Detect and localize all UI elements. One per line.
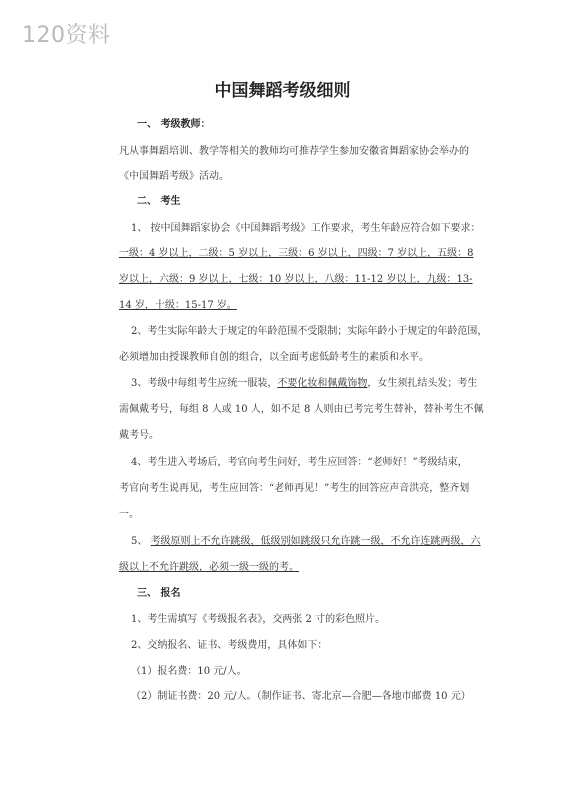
section2-item2-line-2: 必须增加由授课教师自创的组合，以全面考虑低龄考生的素质和水平。 [119,352,429,363]
section2-item1-line-3: 14 岁，十级：15-17 岁。 [119,300,237,311]
section2-item5-rule: 考级原则上不允许跳级，低级别如跳级只允许跳一级，不允许连跳两级，六 [150,536,481,547]
section2-item3-underlined: 不要化妆和佩戴饰物 [277,378,368,389]
section2-item5-line-1 [131,535,491,549]
section1-line-1: 凡从事舞蹈培训、教学等相关的教师均可推荐学生参加安徽省舞蹈家协会举办的 [119,146,469,157]
section2-item3-post: ，女生须扎结头发；考生 [367,378,478,389]
section2-item5-line-2: 级以上不允许跳级，必须一级一级的考。 [119,562,299,573]
section3-line-3: （1）报名费：10 元/人。 [131,666,247,677]
section2-item5-num: 5、 [131,536,148,547]
section2-heading: 二、 考生 [137,196,181,207]
section2-item4-line-1: 4、考生进入考场后，考官向考生问好，考生应回答：“老师好！”考级结束， [131,457,468,468]
section3-line-4: （2）制证书费：20 元/人。（制作证书、寄北京—合肥—各地市邮费 10 元） [131,691,471,702]
section2-item1-line-1: 一级：4 岁以上，二级：5 岁以上，三级：6 岁以上，四级：7 岁以上，五级：8 [119,248,474,259]
section2-item3-line-1 [131,377,491,391]
section3-line-2: 2、交纳报名、证书、考级费用，具体如下： [131,640,328,651]
section3-heading: 三、 报名 [137,588,181,599]
section2-item4-line-2: 考官向考生说再见，考生应回答：“老师再见！”考生的回答应声音洪亮，整齐划 [119,483,470,494]
section3-line-1: 1、考生需填写《考级报名表》，交两张 2 寸的彩色照片。 [131,614,386,625]
section2-item2-line-1: 2、考生实际年龄大于规定的年龄范围不受限制；实际年龄小于规定的年龄范围， [131,326,488,337]
section2-item3-line-2: 需佩戴考号，每组 8 人或 10 人，如不足 8 人则由已考完考生替补，替补考生不佩 [119,404,484,415]
section2-item3-pre: 3、考级中每组考生应统一服装， [131,378,278,389]
document-title: 中国舞蹈考级细则 [214,81,351,101]
watermark-logo: 120资料 [22,23,111,48]
section2-item3-line-3: 戴考号。 [119,430,159,441]
section2-item1-lead: 1、 按中国舞蹈家协会《中国舞蹈考级》工作要求，考生年龄应符合如下要求： [131,223,481,234]
section1-line-2: 《中国舞蹈考级》活动。 [119,171,229,182]
section2-item1-line-2: 岁以上，六级：9 岁以上，七级：10 岁以上，八级：11-12 岁以上，九级：13- [119,274,473,285]
section1-heading: 一、 考级教师： [137,119,211,130]
section2-item4-line-3: 一。 [119,509,139,520]
